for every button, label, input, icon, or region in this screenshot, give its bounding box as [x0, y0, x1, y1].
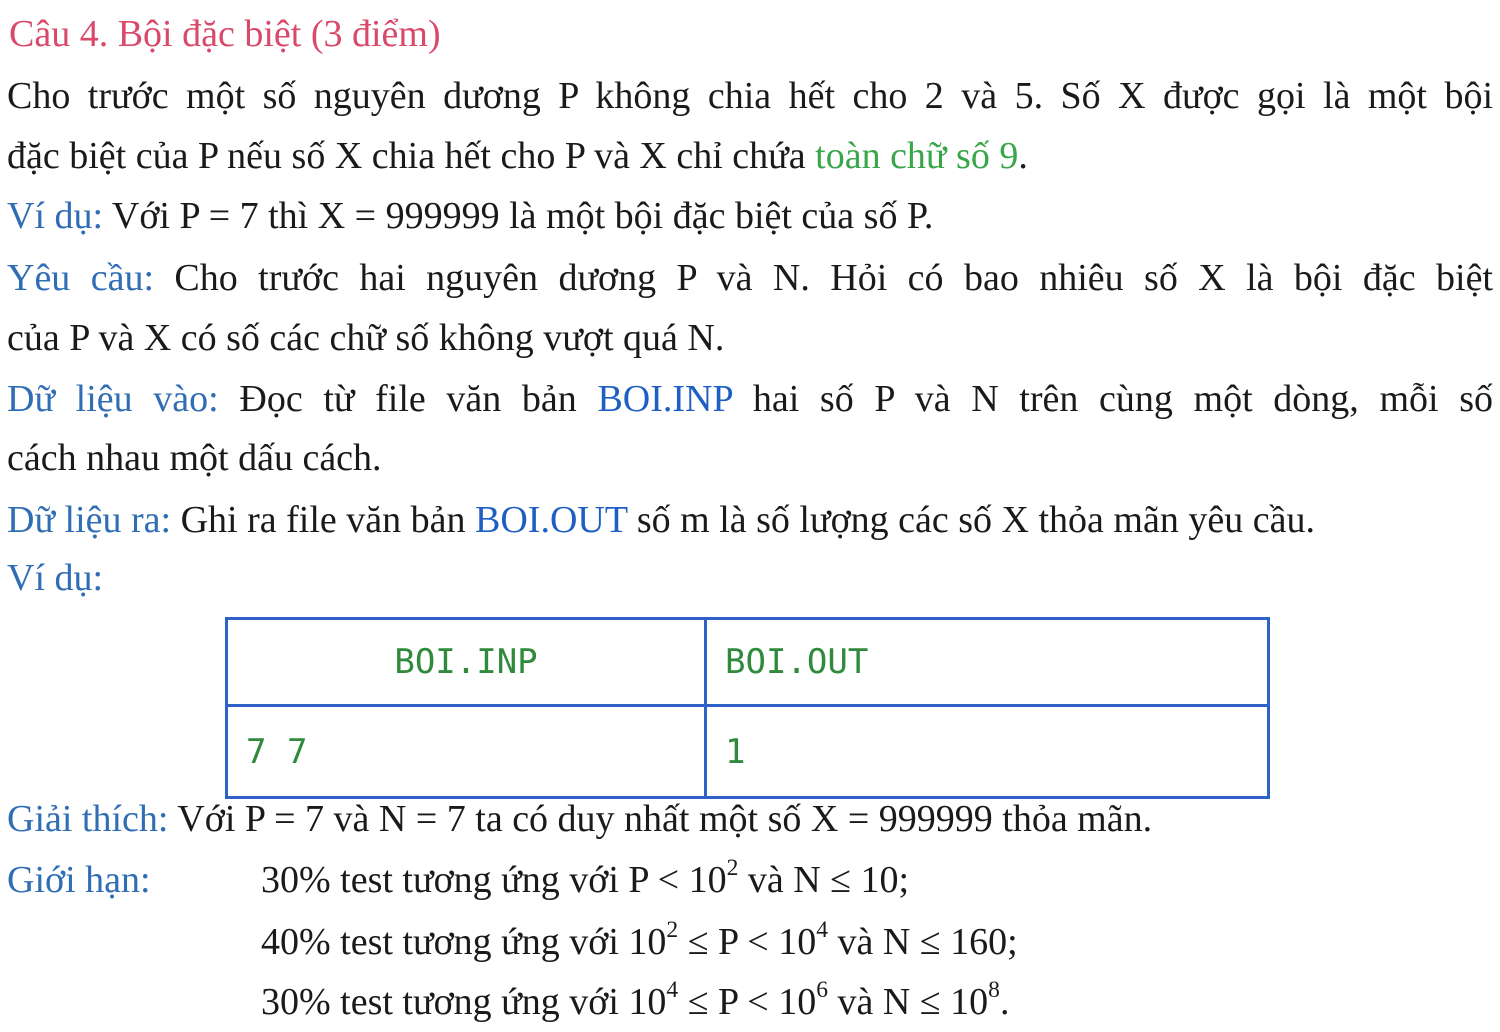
limit-3-mid: ≤ P < 10	[678, 981, 817, 1023]
example-label: Ví dụ:	[7, 557, 104, 599]
requirement-line-1	[7, 256, 1493, 300]
limit-3-end: .	[999, 981, 1010, 1023]
intro-line-2-end: .	[1018, 135, 1028, 177]
limit-3-exp-2: 6	[816, 977, 828, 1004]
output-text-after: số m là số lượng các số X thỏa mãn yêu cầu.	[627, 499, 1315, 541]
input-line-2: cách nhau một dấu cách.	[7, 437, 382, 479]
limit-1-rest: và N ≤ 10;	[738, 859, 910, 901]
output-filename: BOI.OUT	[475, 499, 628, 541]
example-intro	[7, 194, 933, 238]
limit-1-prefix: 30% test tương ứng với P < 10	[261, 859, 727, 901]
input-label: Dữ liệu vào:	[7, 378, 219, 420]
requirement-text-1: Cho trước hai nguyên dương P và N. Hỏi có bao nhiêu số X là bội đặc biệt	[154, 257, 1493, 299]
limit-3-suffix: và N ≤ 10	[828, 981, 989, 1023]
requirement-line-2: của P và X có số các chữ số không vượt quá N.	[7, 317, 725, 359]
limit-3-prefix: 30% test tương ứng với 10	[261, 981, 667, 1023]
requirement-label: Yêu cầu:	[7, 257, 155, 299]
limit-2-exp-1: 2	[666, 917, 679, 944]
limit-2-mid: ≤ P < 10	[678, 921, 817, 963]
output-text-before: Ghi ra file văn bản	[171, 499, 475, 541]
explanation-label: Giải thích:	[7, 798, 169, 840]
example-table	[225, 617, 1270, 799]
limit-item-1	[261, 855, 910, 902]
limit-2-exp-2: 4	[816, 917, 828, 944]
explanation-text: Với P = 7 và N = 7 ta có duy nhất một số X = 999999 thỏa mãn.	[168, 798, 1153, 840]
output-label: Dữ liệu ra:	[7, 499, 172, 541]
output-line	[7, 498, 1315, 542]
example-intro-text: Với P = 7 thì X = 999999 là một bội đặc biệt của số P.	[103, 195, 934, 237]
table-header-row	[227, 619, 1269, 706]
intro-line-2	[7, 134, 1028, 178]
table-header-out: BOI.OUT	[706, 619, 1269, 706]
limits-label: Giới hạn:	[7, 859, 151, 901]
limit-1-exp: 2	[726, 855, 739, 882]
limit-2-suffix: và N ≤ 160;	[828, 921, 1018, 963]
limit-3-exp-3: 8	[988, 977, 1000, 1004]
input-filename: BOI.INP	[597, 378, 733, 420]
example-intro-label: Ví dụ:	[7, 195, 104, 237]
table-header-inp: BOI.INP	[227, 619, 706, 706]
explanation-line	[7, 797, 1152, 841]
table-cell-inp: 7 7	[227, 706, 706, 798]
table-row	[227, 706, 1269, 798]
problem-title: Câu 4. Bội đặc biệt (3 điểm)	[9, 13, 441, 55]
limit-2-prefix: 40% test tương ứng với 10	[261, 921, 667, 963]
input-line-1	[7, 377, 1493, 421]
limit-item-3	[261, 977, 1010, 1024]
input-text-after: hai số P và N trên cùng một dòng, mỗi số	[732, 378, 1493, 420]
limit-item-2	[261, 917, 1018, 964]
intro-line-2-start: đặc biệt của P nếu số X chia hết cho P và X chỉ chứa	[7, 135, 816, 177]
intro-highlight: toàn chữ số 9	[815, 135, 1019, 177]
limit-3-exp-1: 4	[666, 977, 679, 1004]
input-text-before: Đọc từ file văn bản	[218, 378, 598, 420]
table-cell-out: 1	[706, 706, 1269, 798]
intro-line-1: Cho trước một số nguyên dương P không chia hết cho 2 và 5. Số X được gọi là một bội	[7, 75, 1493, 117]
